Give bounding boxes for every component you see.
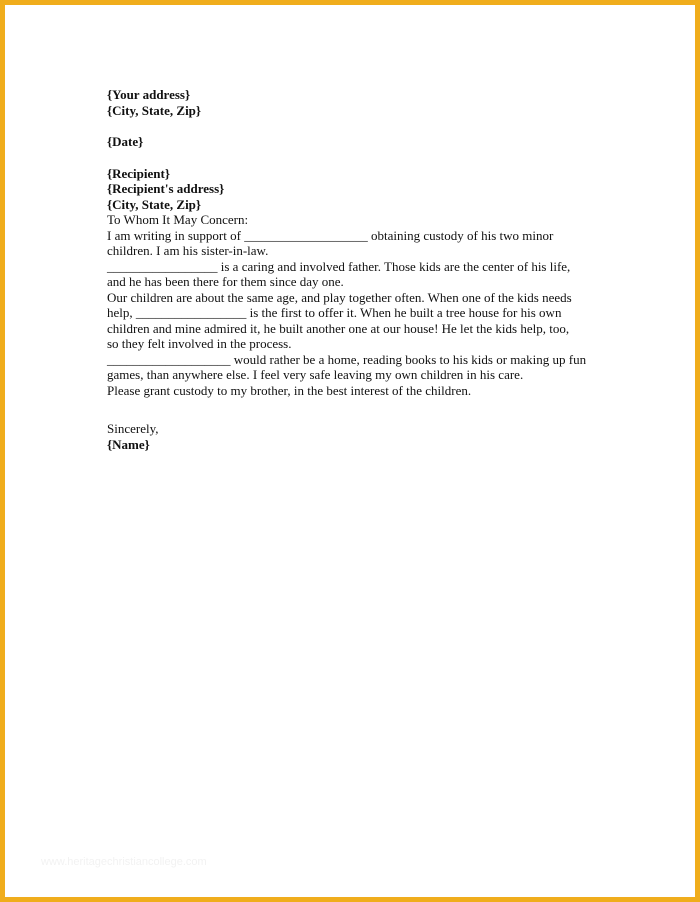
closing-block <box>107 421 607 437</box>
date-line: {Date} <box>107 134 144 149</box>
recipient-city-line: {City, State, Zip} <box>107 196 202 212</box>
recipient-address-line: {Recipient's address} <box>107 181 225 196</box>
recipient-name-line: {Recipient} <box>107 165 170 181</box>
date-block <box>107 134 607 150</box>
text: is a caring and involved father. Those kids are the center of his life, <box>217 258 571 274</box>
salutation <box>107 212 607 228</box>
paragraph-4-line-2: games, than anywhere else. I feel very safe leaving my own children in his care. <box>107 367 524 382</box>
name-blank: _________________ <box>107 258 218 274</box>
paragraph-3-line-1: Our children are about the same age, and play together often. When one of the kids needs <box>107 289 572 305</box>
signature-block <box>107 437 607 453</box>
text: would rather be a home, reading books to his kids or making up fun <box>230 351 587 367</box>
salutation-text: To Whom It May Concern: <box>107 212 249 227</box>
recipient-block <box>107 166 607 213</box>
sender-address-block <box>107 87 607 118</box>
paragraph-3-line-2 <box>107 305 607 321</box>
paragraph-4 <box>107 352 607 383</box>
paragraph-3-line-3: children and mine admired it, he built another one at our house! He let the kids help, too, <box>107 320 570 336</box>
paragraph-3 <box>107 290 607 352</box>
signature-name: {Name} <box>107 436 150 452</box>
sign-off: Sincerely, <box>107 421 159 436</box>
text: I am writing in support of <box>107 227 245 243</box>
letter-body <box>107 87 607 452</box>
paragraph-2 <box>107 259 607 290</box>
paragraph-2-line-1 <box>107 259 607 275</box>
name-blank: ___________________ <box>107 351 231 367</box>
paragraph-3-line-4: so they felt involved in the process. <box>107 336 292 351</box>
text: is the first to offer it. When he built a tree house for his own <box>246 305 562 320</box>
sender-city-line: {City, State, Zip} <box>107 102 202 118</box>
paragraph-5-line-1: Please grant custody to my brother, in the best interest of the children. <box>107 382 472 398</box>
paragraph-2-line-2: and he has been there for them since day one. <box>107 274 344 289</box>
paragraph-1-line-1 <box>107 228 607 244</box>
paragraph-5 <box>107 383 607 399</box>
text: help, <box>107 305 136 320</box>
name-blank: _________________ <box>135 305 247 320</box>
paragraph-1 <box>107 228 607 259</box>
paragraph-4-line-1 <box>107 352 607 368</box>
name-blank: ___________________ <box>244 227 368 243</box>
watermark: www.heritagechristiancollege.com <box>41 856 207 868</box>
paragraph-1-line-2: children. I am his sister-in-law. <box>107 243 269 258</box>
sender-address-line: {Your address} <box>107 87 191 102</box>
text: obtaining custody of his two minor <box>367 227 554 243</box>
